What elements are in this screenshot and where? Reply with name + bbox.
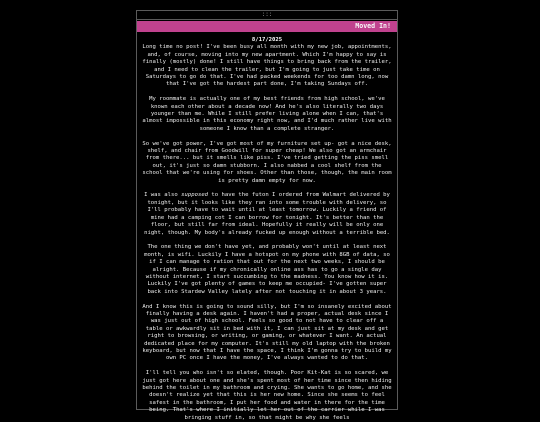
window-drag-bar[interactable] <box>137 11 397 20</box>
post-content <box>137 32 397 422</box>
drag-grip-icon[interactable]: ::: <box>261 12 273 18</box>
post-paragraph-5: The one thing we don't have yet, and probably won't until at least next month, is wifi. Luckily I have a hotspot on my phone with 8GB of data, so if I can manage to ration that out for the next two weeks, I should be alright. Because if my chronically online ass has to go a single day without internet, I start succumbing to the madness. You know how it is. Luckily I've got plenty of games to keep me occupied- I've gotten super back into Stardew Valley lately after not touching it in about 3 years. <box>144 244 390 295</box>
post-paragraph-4 <box>141 192 393 236</box>
post-paragraph-4-emphasis: supposed <box>181 192 209 199</box>
post-paragraph-6: And I know this is going to sound silly, but I'm so insanely excited about finally having a desk again. I haven't had a proper, actual desk since I was just out of high school. Feels so good to not have to clear off a table or awkwardly sit in bed with it, I can just sit at my desk and get right to browsing, or writing, or gaming, or whatever I want. An actual dedicated place for my computer. It's still my old laptop with the broken keyboard, but now that I have the space, I think I'm gonna try to build my own PC once I have the money, I've always wanted to do that. <box>142 303 392 362</box>
post-paragraph-4-start: I was also <box>144 192 182 199</box>
post-paragraph-4-end: to have the futon I ordered from Walmart delivered by tonight, but it looks like they ran into some trouble with delivery, so I'll probably have to wait until at least tomorrow. Luckily a friend of mine had a camping cot I can borrow for tonight. It's better than the floor, but still far from ideal. Hopefully it really will be only one night, though. My body's already fucked up enough without a terrible bed. <box>144 192 390 236</box>
post-paragraph-1: Long time no post! I've been busy all month with my new job, appointments, and, of course, moving into my new apartment. Which I'm happy to say is finally (mostly) done! I still have things to bring back from the trailer, and I need to clean the trailer, but I'm going to just take time on Saturdays to go do that. I've had packed weekends for too damn long, now that I've got the hardest part done, I'm taking Sundays off. <box>142 44 392 88</box>
post-window <box>136 10 398 421</box>
post-paragraph-3: So we've got power, I've got most of my furniture set up- got a nice desk, shelf, and chair from Goodwill for super cheap! We also got an armchair from there... but it smells like piss. I've tried getting the piss smell out, it's just so damn stubborn. I also nabbed a cool shelf from the school that we're using for shoes. Other than those, though, the main room is pretty damn empty for now. <box>142 140 392 184</box>
post-paragraph-2: My roommate is actually one of my best friends from high school, we've known each other about a decade now! And he's also literally two days younger than me. While I still prefer living alone when I can, that's almost impossible in this economy right now, and I'd much rather live with someone I know than a complete stranger. <box>142 96 392 132</box>
window-titlebar <box>137 21 397 32</box>
window-title: Moved In! <box>355 22 391 30</box>
post-paragraph-7: I'll tell you who isn't so elated, though. Poor Kit-Kat is so scared, we just got here about one and she's spent most of her time since then hiding behind the toilet in my bathroom and crying. She wants to go home, and she doesn't realize yet that this is her new home. Since she seems to feel safest in the bathroom, I put her food and water in there for the time being. That's where I initially let her out of the carrier while I was bringing stuff in, so that might be why she feels <box>142 370 392 421</box>
post-date: 8/17/2025 <box>251 37 283 43</box>
